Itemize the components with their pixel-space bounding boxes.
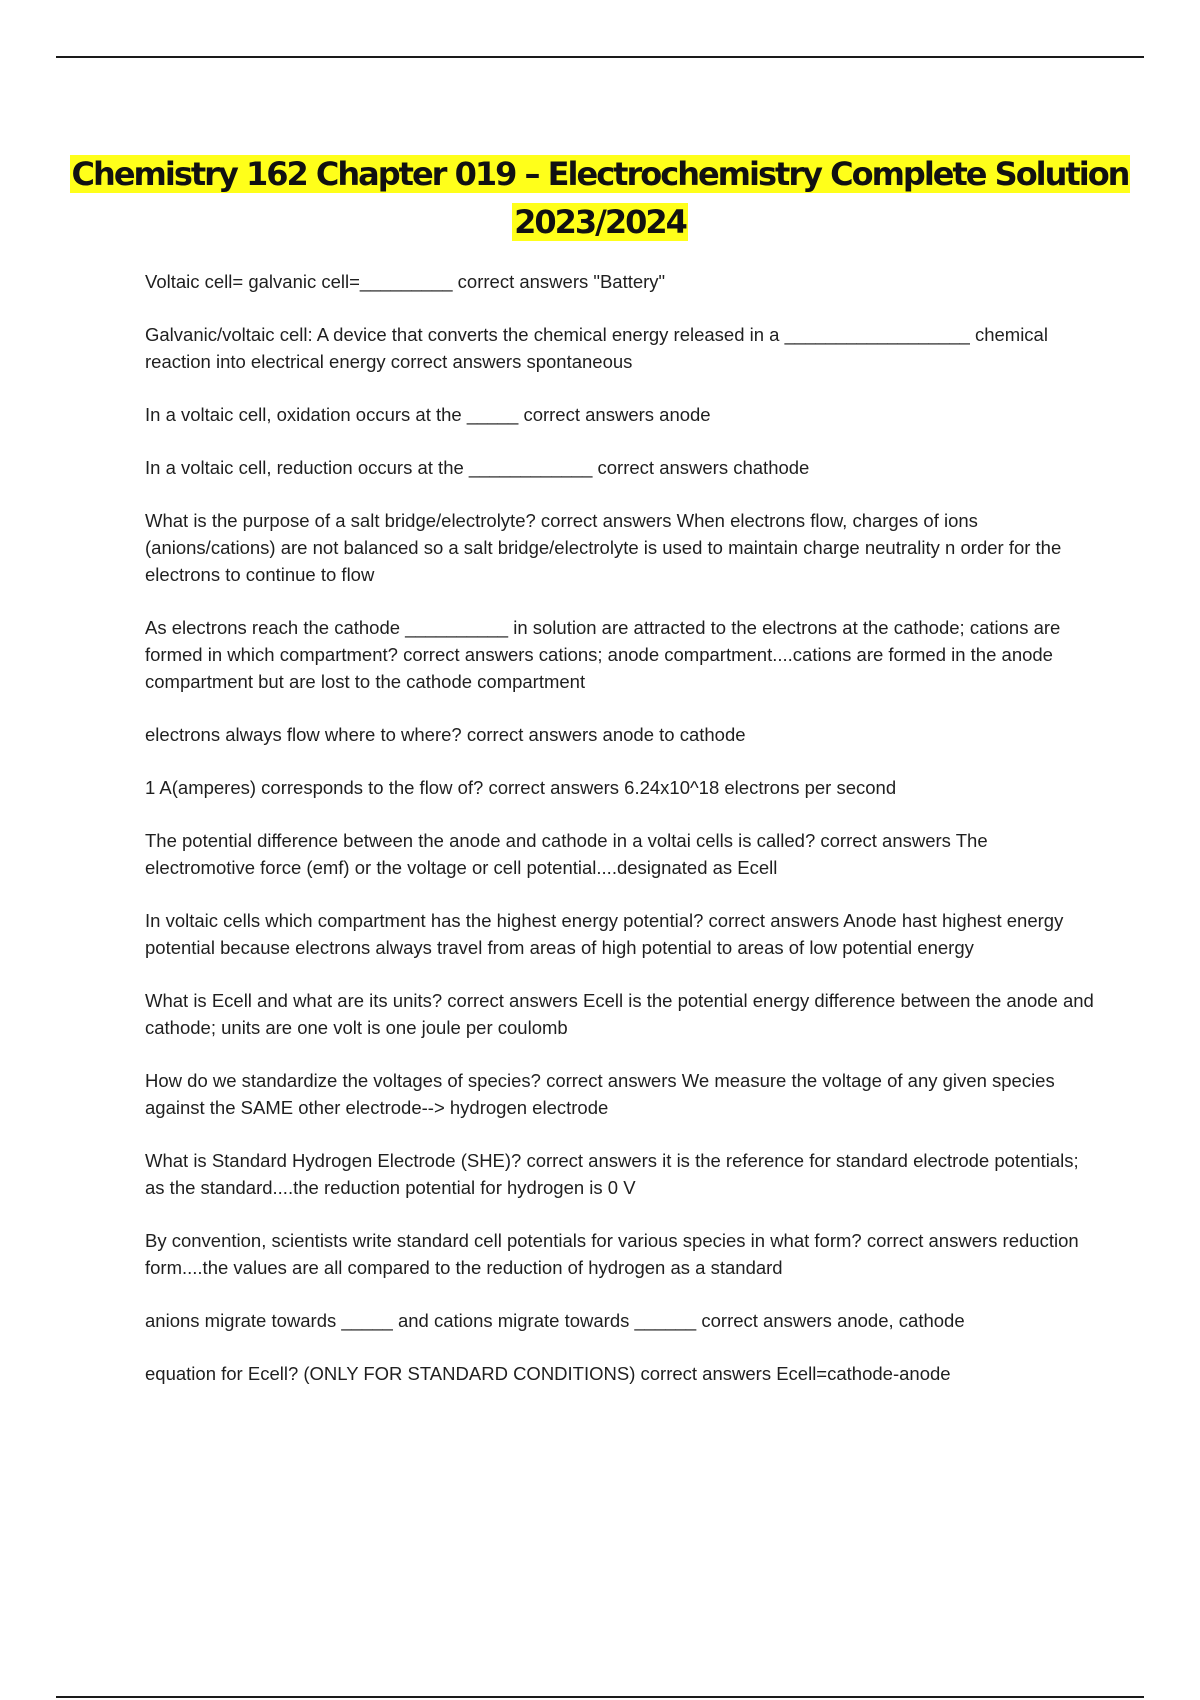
qa-item: As electrons reach the cathode __________ in solution are attracted to the electrons at the cathode; cations are formed in which compartment? correct answers cations; anode compartment....cations are formed in the anode compartment but are lost to the cathode compartment <box>145 617 1061 692</box>
qa-item: The potential difference between the anode and cathode in a voltai cells is called? correct answers The electromotive force (emf) or the voltage or cell potential....designated as Ecell <box>145 830 988 878</box>
qa-item: Galvanic/voltaic cell: A device that converts the chemical energy released in a __________________ chemical reaction into electrical energy correct answers spontaneous <box>145 324 1048 372</box>
qa-item: In voltaic cells which compartment has the highest energy potential? correct answers Anode hast highest energy potential because electrons always travel from areas of high potential to areas of low potential energy <box>145 910 1064 958</box>
qa-item: How do we standardize the voltages of species? correct answers We measure the voltage of any given species against the SAME other electrode--> hydrogen electrode <box>145 1070 1055 1118</box>
footer-rule <box>56 1696 1144 1698</box>
qa-item: anions migrate towards _____ and cations migrate towards ______ correct answers anode, cathode <box>145 1310 965 1331</box>
qa-item: By convention, scientists write standard cell potentials for various species in what form? correct answers reduction form....the values are all compared to the reduction of hydrogen as a standard <box>145 1230 1079 1278</box>
qa-item: electrons always flow where to where? correct answers anode to cathode <box>145 724 746 745</box>
qa-item: equation for Ecell? (ONLY FOR STANDARD CONDITIONS) correct answers Ecell=cathode-anode <box>145 1363 951 1384</box>
qa-item: What is the purpose of a salt bridge/electrolyte? correct answers When electrons flow, charges of ions (anions/cations) are not balanced so a salt bridge/electrolyte is used to maintain charge neutrality n order for the electrons to continue to flow <box>145 510 1062 585</box>
title-line-2: 2023/2024 <box>514 203 686 241</box>
qa-item: In a voltaic cell, oxidation occurs at the _____ correct answers anode <box>145 404 711 425</box>
qa-item: In a voltaic cell, reduction occurs at the ____________ correct answers chathode <box>145 457 810 478</box>
qa-list <box>145 268 1095 1413</box>
title-line-1: Chemistry 162 Chapter 019 – Electrochemistry Complete Solution <box>71 155 1129 193</box>
header-rule <box>56 56 1144 58</box>
document-title <box>0 150 1200 246</box>
qa-item: What is Ecell and what are its units? correct answers Ecell is the potential energy difference between the anode and cathode; units are one volt is one joule per coulomb <box>145 990 1094 1038</box>
qa-item: What is Standard Hydrogen Electrode (SHE)? correct answers it is the reference for standard electrode potentials; as the standard....the reduction potential for hydrogen is 0 V <box>145 1150 1079 1198</box>
qa-item: 1 A(amperes) corresponds to the flow of? correct answers 6.24x10^18 electrons per second <box>145 777 897 798</box>
qa-item: Voltaic cell= galvanic cell=_________ correct answers "Battery" <box>145 271 666 292</box>
